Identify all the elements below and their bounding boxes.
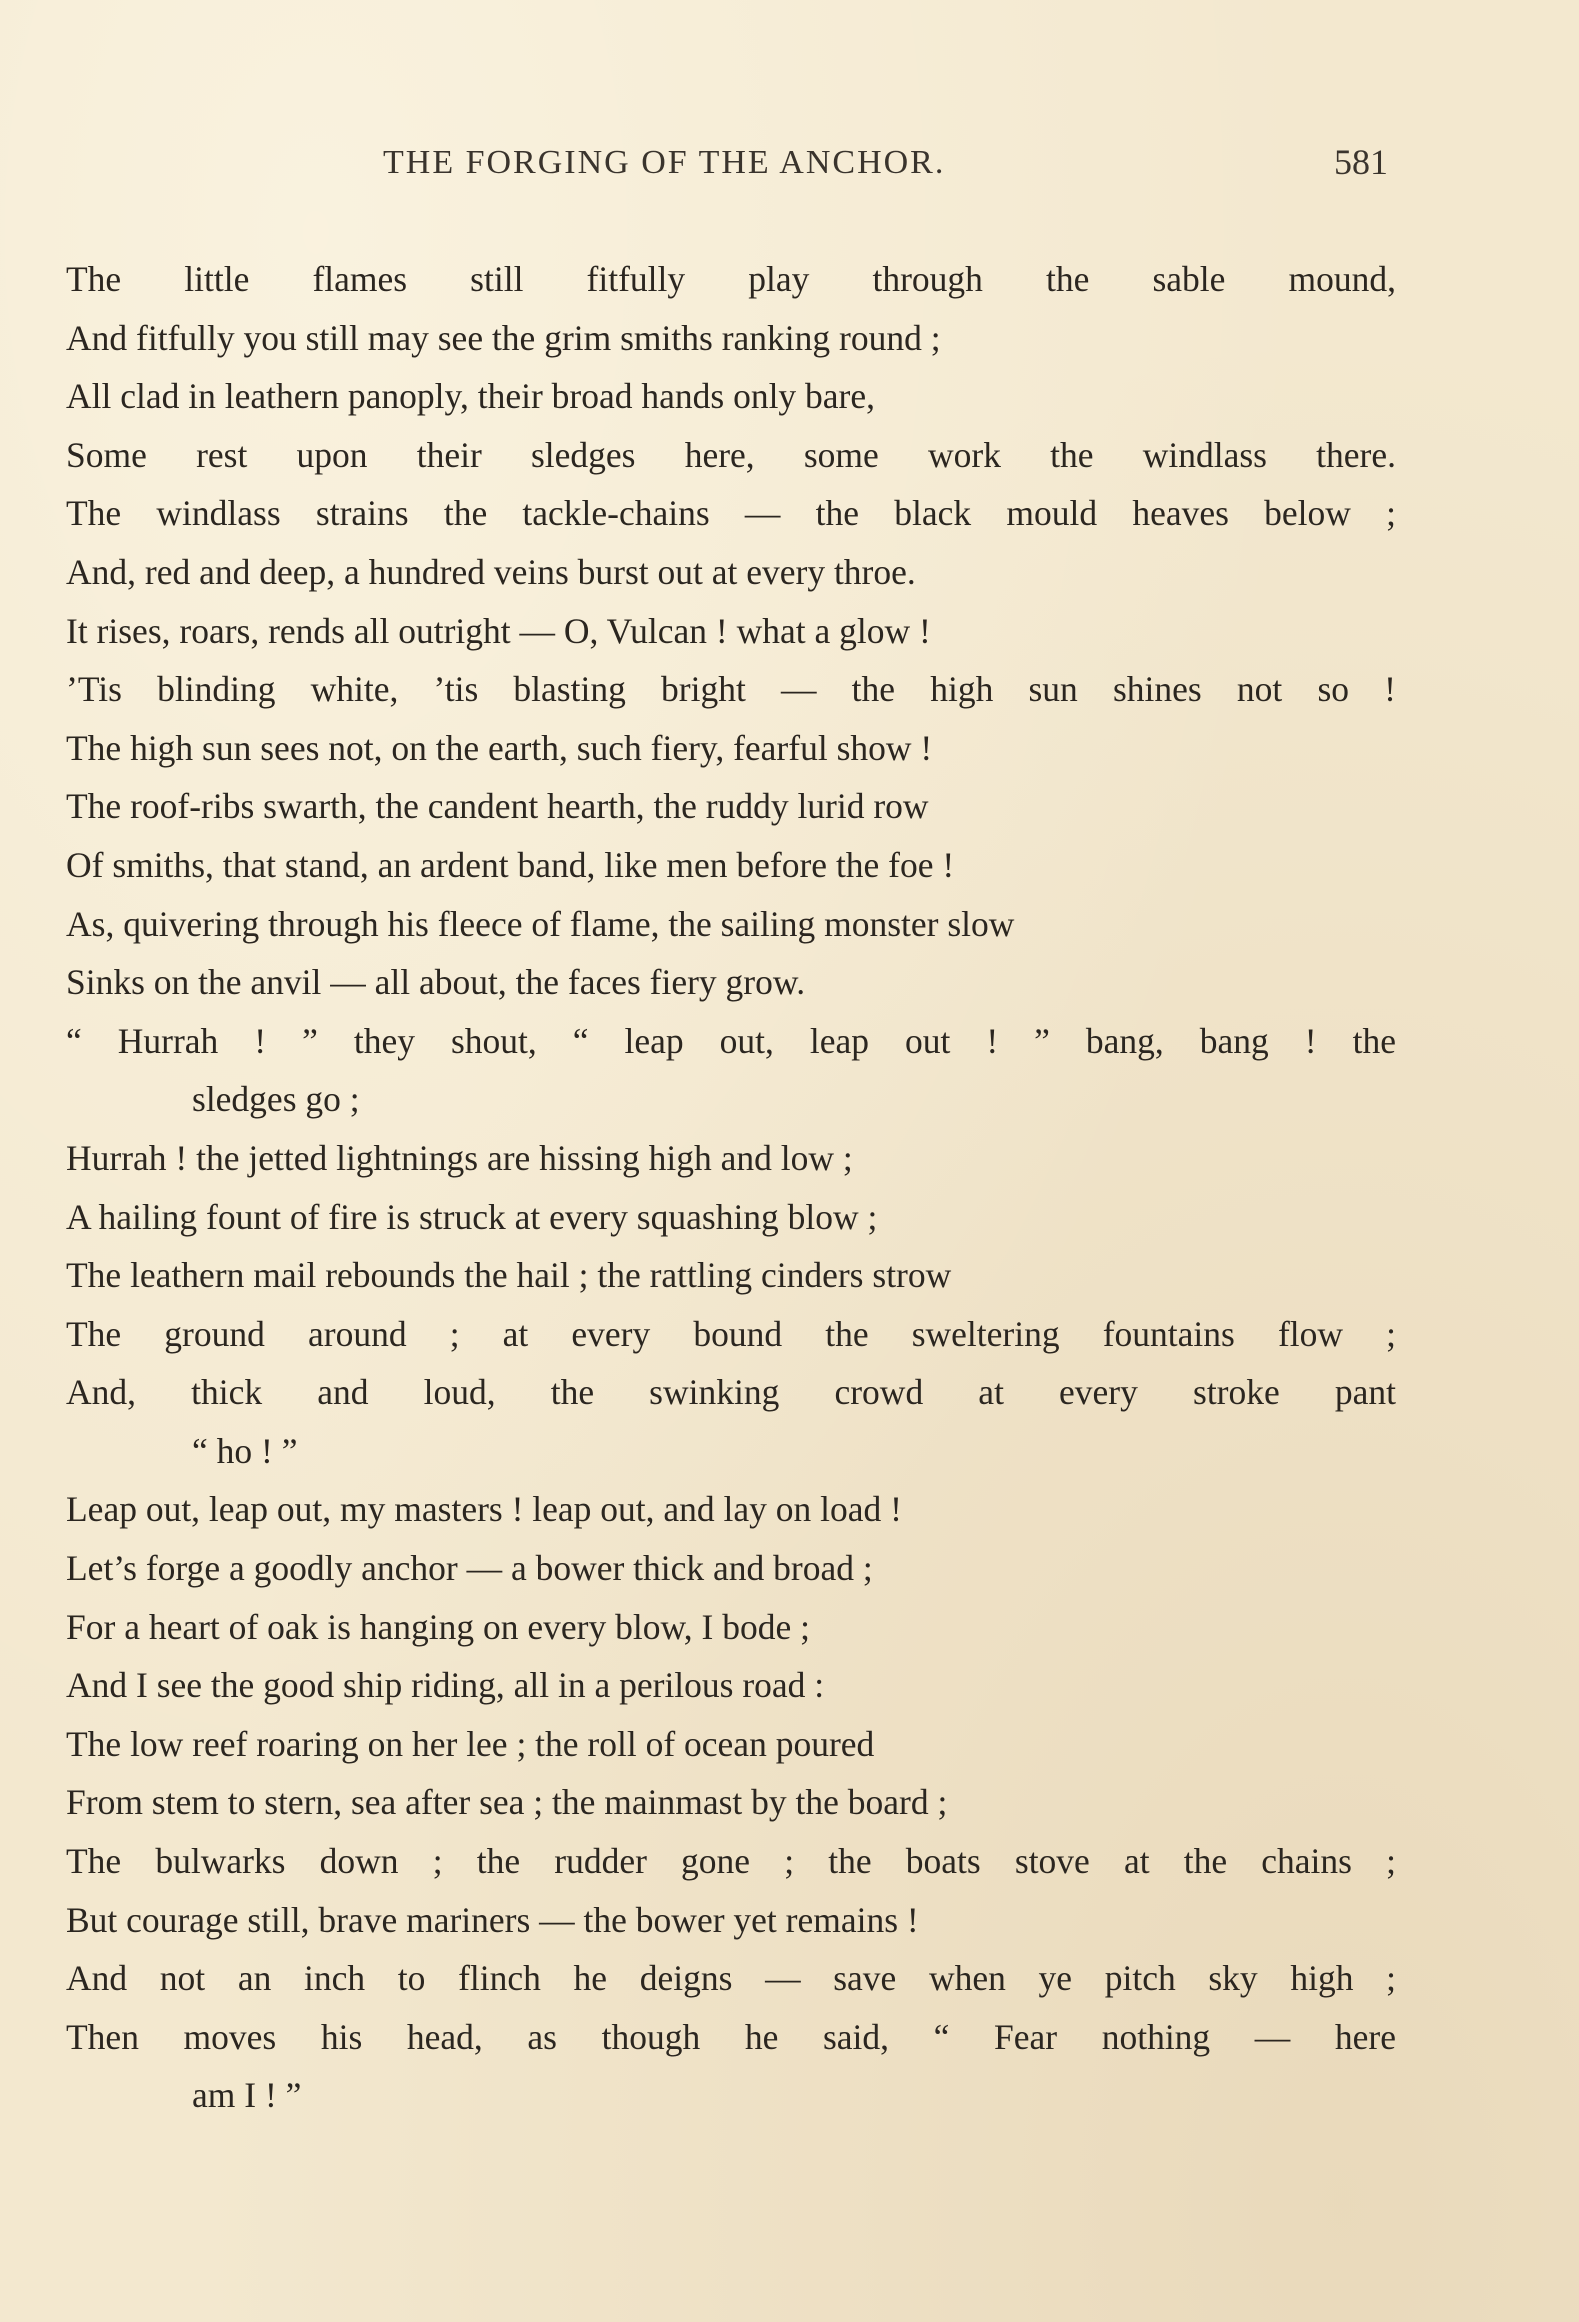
running-head: THE FORGING OF THE ANCHOR. [383,144,946,181]
poem-line: All clad in leathern panoply, their broad hands only bare, [66,376,876,417]
poem-line: “ Hurrah ! ” they shout, “ leap out, leap out ! ” bang, bang ! the [66,1020,1396,1061]
poem-line: Leap out, leap out, my masters ! leap out, and lay on load ! [66,1489,902,1530]
poem-line: And fitfully you still may see the grim smiths ranking round ; [66,317,941,358]
poem-line: Let’s forge a goodly anchor — a bower thick and broad ; [66,1548,873,1589]
poem-line: The ground around ; at every bound the sweltering fountains flow ; [66,1313,1396,1354]
poem-line: And, thick and loud, the swinking crowd at every stroke pant [66,1372,1396,1413]
poem-line: And I see the good ship riding, all in a perilous road : [66,1665,825,1706]
poem-line: Some rest upon their sledges here, some work the windlass there. [66,434,1396,475]
poem-line: The leathern mail rebounds the hail ; the rattling cinders strow [66,1255,952,1296]
poem-line: The windlass strains the tackle-chains — the black mould heaves below ; [66,493,1396,534]
poem-line: The roof-ribs swarth, the candent hearth, the ruddy lurid row [66,786,929,827]
poem-line: Then moves his head, as though he said, “ Fear nothing — here [66,2016,1396,2057]
poem-line: Sinks on the anvil — all about, the faces fiery grow. [66,962,806,1003]
poem-line: And not an inch to flinch he deigns — save when ye pitch sky high ; [66,1958,1396,1999]
poem-text [66,250,1396,2125]
poem-line: The little flames still fitfully play through the sable mound, [66,259,1396,299]
poem-line-turnover: “ ho ! ” [192,1430,298,1471]
poem-line: It rises, roars, rends all outright — O, Vulcan ! what a glow ! [66,610,931,651]
page-number: 581 [1334,142,1388,182]
poem-line: For a heart of oak is hanging on every blow, I bode ; [66,1606,810,1647]
poem-line: Hurrah ! the jetted lightnings are hissing high and low ; [66,1137,853,1178]
poem-line: The high sun sees not, on the earth, such fiery, fearful show ! [66,727,933,768]
poem-line-turnover: sledges go ; [192,1079,360,1120]
poem-line: As, quivering through his fleece of flame, the sailing monster slow [66,903,1015,944]
poem-line: And, red and deep, a hundred veins burst out at every throe. [66,551,916,592]
poem-line-turnover: am I ! ” [192,2075,302,2116]
poem-line: The bulwarks down ; the rudder gone ; the boats stove at the chains ; [66,1841,1396,1882]
poem-line: Of smiths, that stand, an ardent band, like men before the foe ! [66,844,955,885]
poem-line: A hailing fount of fire is struck at every squashing blow ; [66,1196,878,1237]
poem-line: From stem to stern, sea after sea ; the mainmast by the board ; [66,1782,948,1823]
poem-line: But courage still, brave mariners — the bower yet remains ! [66,1899,919,1940]
poem-line: The low reef roaring on her lee ; the roll of ocean poured [66,1723,875,1764]
poem-line: ’Tis blinding white, ’tis blasting bright — the high sun shines not so ! [66,669,1396,710]
